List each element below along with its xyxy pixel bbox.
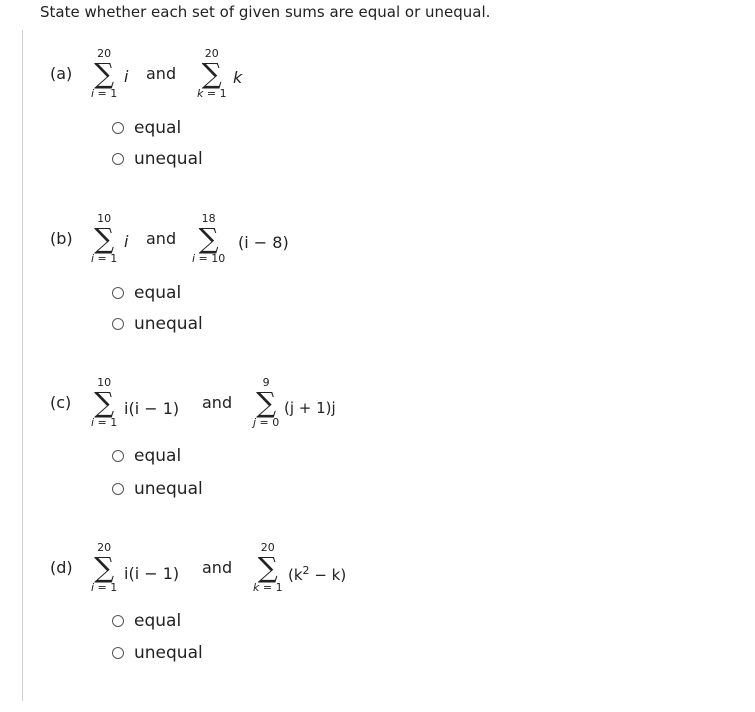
left-summand: i(i − 1) — [124, 399, 180, 418]
radio-button[interactable] — [112, 153, 124, 165]
sigma-icon: ∑ — [94, 386, 115, 419]
part-c — [0, 377, 755, 547]
left-sum — [91, 213, 117, 265]
unequal-option[interactable] — [112, 643, 203, 663]
sigma-icon: ∑ — [198, 222, 219, 255]
option-label: unequal — [134, 643, 203, 663]
sigma-icon: ∑ — [257, 551, 278, 584]
left-summand: i(i − 1) — [124, 564, 180, 583]
sum-lower-limit: j = 0 — [253, 416, 280, 429]
unequal-option[interactable] — [112, 479, 203, 499]
sum-upper-limit: 20 — [97, 541, 112, 554]
radio-button[interactable] — [112, 450, 124, 462]
part-b — [0, 213, 755, 383]
option-label: equal — [134, 283, 182, 303]
option-label: equal — [134, 118, 182, 138]
left-summand: i — [124, 67, 129, 86]
question-prompt: State whether each set of given sums are equal or unequal. — [40, 3, 491, 21]
left-summand: i — [124, 232, 129, 251]
option-label: equal — [134, 446, 182, 466]
and-text: and — [202, 393, 233, 412]
sigma-icon: ∑ — [201, 57, 222, 90]
radio-button[interactable] — [112, 287, 124, 299]
sigma-icon: ∑ — [256, 386, 277, 419]
radio-button[interactable] — [112, 483, 124, 495]
part-label: (d) — [50, 558, 73, 577]
and-text: and — [146, 229, 177, 248]
sum-upper-limit: 18 — [201, 212, 216, 225]
right-sum — [253, 377, 279, 429]
sum-lower-limit: i = 1 — [91, 416, 118, 429]
and-text: and — [202, 558, 233, 577]
right-sum — [192, 213, 225, 265]
equal-option[interactable] — [112, 446, 181, 466]
unequal-option[interactable] — [112, 314, 203, 334]
sum-lower-limit: i = 1 — [91, 87, 118, 100]
sum-upper-limit: 9 — [262, 376, 270, 389]
part-label: (a) — [50, 64, 73, 83]
option-label: unequal — [134, 314, 203, 334]
sigma-icon: ∑ — [94, 57, 115, 90]
radio-button[interactable] — [112, 615, 124, 627]
left-sum — [91, 542, 117, 594]
unequal-option[interactable] — [112, 149, 203, 169]
part-label: (c) — [50, 393, 72, 412]
part-a — [0, 48, 755, 218]
left-sum — [91, 377, 117, 429]
option-label: unequal — [134, 479, 203, 499]
option-label: unequal — [134, 149, 203, 169]
right-summand: k — [233, 68, 243, 87]
option-label: equal — [134, 611, 182, 631]
equal-option[interactable] — [112, 611, 181, 631]
right-summand: (j + 1)j — [284, 399, 336, 417]
sum-upper-limit: 10 — [97, 376, 112, 389]
sum-upper-limit: 20 — [97, 47, 112, 60]
part-label: (b) — [50, 229, 73, 248]
equal-option[interactable] — [112, 118, 181, 138]
left-sum — [91, 48, 117, 100]
equal-option[interactable] — [112, 283, 181, 303]
right-summand: (i − 8) — [238, 233, 289, 252]
right-sum — [253, 542, 283, 594]
sum-lower-limit: k = 1 — [197, 87, 227, 100]
sigma-icon: ∑ — [94, 551, 115, 584]
sum-upper-limit: 20 — [260, 541, 275, 554]
sum-lower-limit: i = 1 — [91, 252, 118, 265]
radio-button[interactable] — [112, 647, 124, 659]
right-summand: $(k^2 - k)$ — [288, 564, 347, 584]
sum-lower-limit: i = 1 — [91, 581, 118, 594]
radio-button[interactable] — [112, 122, 124, 134]
sum-lower-limit: k = 1 — [253, 581, 283, 594]
sum-upper-limit: 20 — [204, 47, 219, 60]
sum-upper-limit: 10 — [97, 212, 112, 225]
part-d — [0, 542, 755, 712]
sum-lower-limit: i = 10 — [192, 252, 226, 265]
sigma-icon: ∑ — [94, 222, 115, 255]
and-text: and — [146, 64, 177, 83]
right-sum — [197, 48, 227, 100]
radio-button[interactable] — [112, 318, 124, 330]
